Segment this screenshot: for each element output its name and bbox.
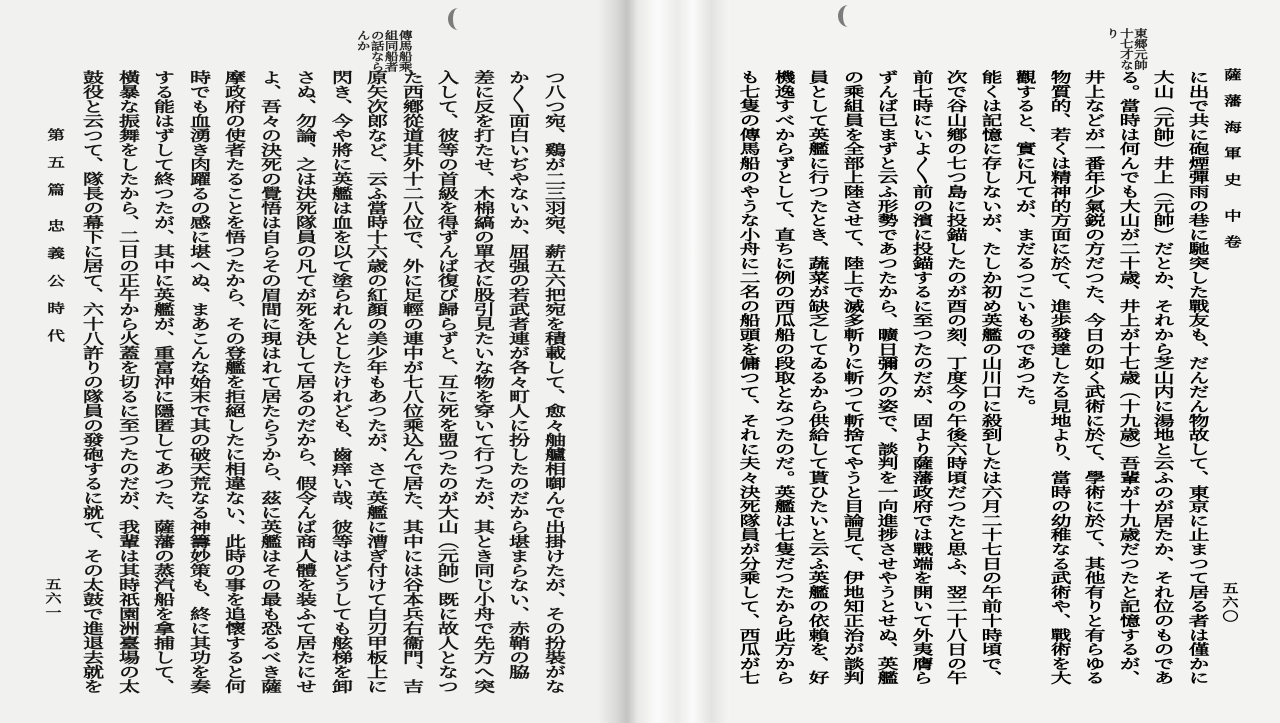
text-column: 大山（元帥）井上（元帥）だとか、それから芝山内に湯地と云ふのが居たか、それ位のものであ [1151,70,1175,685]
text-column: 觀すると、實に凡てが、まだるつこいものであつた。 [1013,70,1037,414]
margin-note-line: 十七才な [1118,28,1133,70]
text-column: 前七時にいよ〳〵前の濱に投錨するに至つたのだが、固より薩藩政府では戰端を開いて外夷膺ら [909,70,933,685]
text-column: ずんば已まずと云ふ形勢であつたから、曠日彌久の姿で、談判を一向進捗させやうとせぬ、英艦 [875,70,899,685]
text-column: 差に反を打たせ、木棉縞の單衣に股引見たいな物を穿いて行つたが、其とき同じ小舟で先方へ突 [470,70,495,694]
margin-note-line: り [1104,28,1119,39]
running-footer-title: 第 五 篇 忠 義 公 時 代 [43,128,64,348]
page-number: 五六一 [43,578,63,620]
text-column: 原矢次郎など、云ふ當時十六歳の紅顏の美少年もあつたが、さて英艦に漕ぎ付けて白刃甲板上に [363,70,389,694]
margin-note-line: の話なら [369,30,385,72]
text-column: さぬ、勿論、之は決死隊員の凡てが死を決して居るのだから、假令んば商人體を装ふて居たにせ [292,70,318,694]
binding-hole [838,5,858,27]
running-header-title: 薩 藩 海 軍 史 中 卷 [1221,68,1242,254]
text-column: する能はずして終つたが、其中に英艦が、重富沖に隱匿してあつた、薩藩の蒸汽船を拿捕して、 [150,70,176,694]
text-column: に出で共に砲煙彈雨の巷に馳突した戰友も、だんだん物故して、東京に止まつて居る者は僅かに [1185,70,1209,685]
right-margin-note [1104,28,1146,70]
text-column: つ八つ宛、鷄が二三羽宛、薪五六把宛を積載して、愈々舳艫相啣んで出掛けたが、その扮裝がな [541,70,566,694]
text-column: 員として英艦に行つたとき、蔬菜が缺乏してゐるから供給して貰ひたいと云ふ英艦の依賴を、好 [806,70,830,685]
text-column: 物質的、若くは精神的方面に於て、進歩發達したる見地より、當時の幼稚なる武術や、戰術を大 [1047,70,1071,685]
right-page-body [731,70,1214,715]
text-column: の乘組員を全部上陸させて、陸上で滅多斬りに斬つて斬捨てやうと目論見て、伊地知正治が談判 [840,70,864,685]
text-column: か〳〵面白いぢやないか、屈强の若武者連が各々町人に扮したのだから堪まらない、赤鞘の脇 [505,70,531,679]
left-page-body [74,70,571,715]
left-margin-note [356,30,412,72]
text-column: 時でも血湧き肉躍るの感に堪へぬ、まあこんな始末で其の破天荒なる神籌妙策も、終に其功を奏 [186,70,211,694]
binding-hole [448,8,468,30]
text-column: る。當時は何んでも大山が二十歳、井上が十七歳（十九歳）吾輩が十九歳だつたと記憶するが、 [1116,70,1140,685]
margin-note-line: 傳馬船乘 [397,30,413,72]
text-column: 鼓役と云つて、隊長の幕下に居て、六十八許りの隊員の發砲するに就て、その太鼓で進退去就を [79,70,105,694]
text-column: 能くは記憶に存しないが、たしか初め英艦の山川口に殺到したは六月二十七日の午前十時頃で、 [978,70,1002,685]
text-column: よ、吾々の決死の覺悟は自らその眉間に現はれて居たらうから、茲に英艦はその最も恐るべき薩 [257,70,282,694]
margin-note-line: んか [355,30,371,51]
page-number: 五六〇 [1220,582,1240,624]
text-column: 閃き、今や將に英艦は血を以て塗られんとしたけれども、齒痒い哉、彼等はどうしても舷梯を卸 [328,70,353,694]
text-column: 機逸すべからずとして、直ちに例の西瓜船の段取となつたのだ。英艦は七隻だつたから此方から [771,70,795,685]
text-column: 入して、彼等の首級を得ずんば復び歸らずと、互に死を盟つたのが大山（元帥）既に故人となつ [434,70,460,694]
text-column: た西鄕從道其外十二八位で、外に足輕の連中が七八位乘込んで居た、其中には谷本兵右衞門、吉 [399,70,424,694]
text-column: も七隻の傳馬船のやうな小舟に二名の船頭を傭つて、それに夫々決死隊員が分乘して、西瓜が七 [737,70,761,685]
text-column: 次で谷山鄕の七つ島に投錨したのが酉の刻、丁度今の午後六時頃だつたと思ふ、翌二十八日の午 [944,70,968,685]
margin-note-line: 東郷元帥 [1132,28,1147,70]
text-column: 摩政府の使者たることを悟つたから、その登艦を拒絕したに相違ない、此時の事を追懷すると何 [221,70,247,694]
text-column: 井上などが一番年少氣鋭の方だつた、今日の如く武術に於て、學術に於て、其他有りと有らゆる [1082,70,1106,685]
text-column: 橫暴な振舞をしたから、二日の正午から火蓋を切るに至つたのだが、我輩は其時祇園洲臺場の太 [115,70,140,694]
margin-note-line: 組同船者 [383,30,399,72]
